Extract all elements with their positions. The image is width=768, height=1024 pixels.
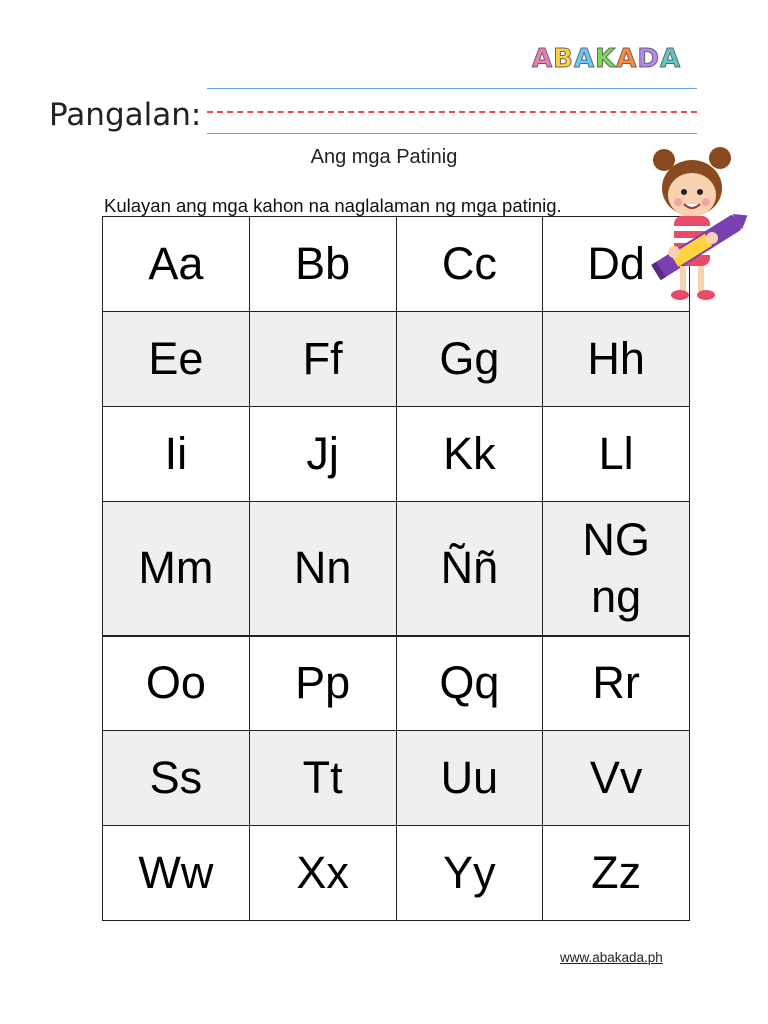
girl-with-crayon-icon: [640, 140, 755, 305]
letter-box-ww[interactable]: Ww: [103, 826, 250, 921]
alphabet-grid: [102, 216, 690, 921]
name-guide-line-middle: [207, 111, 697, 113]
abakada-logo: [532, 44, 681, 74]
letter-box-mm[interactable]: Mm: [103, 502, 250, 636]
letter-box-ss[interactable]: Ss: [103, 731, 250, 826]
letter-box-kk[interactable]: Kk: [396, 407, 543, 502]
logo-letter: A: [659, 44, 682, 74]
logo-letter: D: [637, 44, 660, 74]
letter-box-hh[interactable]: Hh: [543, 312, 690, 407]
grid-row: [103, 502, 690, 636]
letter-box-xx[interactable]: Xx: [249, 826, 396, 921]
letter-box-cc[interactable]: Cc: [396, 217, 543, 312]
instruction-text: Kulayan ang mga kahon na naglalaman ng mga patinig.: [104, 195, 562, 216]
letter-box-oo[interactable]: Oo: [103, 636, 250, 731]
letter-box-pp[interactable]: Pp: [249, 636, 396, 731]
letter-box-ng[interactable]: NG ng: [543, 502, 690, 636]
letter-box-ii[interactable]: Ii: [103, 407, 250, 502]
letter-box-zz[interactable]: Zz: [543, 826, 690, 921]
name-label: Pangalan:: [49, 97, 202, 133]
letter-box-dd[interactable]: Dd: [543, 217, 690, 312]
grid-row: [103, 826, 690, 921]
letter-box-tt[interactable]: Tt: [249, 731, 396, 826]
grid-row: [103, 636, 690, 731]
name-guide-line-top: [207, 88, 697, 89]
logo-letter: A: [573, 44, 596, 74]
name-guide-line-bottom: [207, 133, 697, 134]
letter-box-ee[interactable]: Ee: [103, 312, 250, 407]
page-title: Ang mga Patinig: [310, 146, 458, 168]
letter-box-enye[interactable]: Ññ: [396, 502, 543, 636]
letter-box-qq[interactable]: Qq: [396, 636, 543, 731]
letter-box-gg[interactable]: Gg: [396, 312, 543, 407]
letter-box-uu[interactable]: Uu: [396, 731, 543, 826]
grid-row: [103, 407, 690, 502]
logo-letter: K: [595, 44, 617, 74]
letter-box-rr[interactable]: Rr: [543, 636, 690, 731]
logo-letter: A: [532, 44, 554, 74]
letter-box-yy[interactable]: Yy: [396, 826, 543, 921]
letter-box-bb[interactable]: Bb: [249, 217, 396, 312]
letter-box-vv[interactable]: Vv: [543, 731, 690, 826]
letter-box-ff[interactable]: Ff: [249, 312, 396, 407]
letter-box-nn[interactable]: Nn: [249, 502, 396, 636]
logo-letter: A: [616, 44, 638, 74]
grid-row: [103, 731, 690, 826]
letter-box-jj[interactable]: Jj: [249, 407, 396, 502]
footer-link[interactable]: www.abakada.ph: [560, 950, 663, 965]
letter-box-aa[interactable]: Aa: [103, 217, 250, 312]
letter-box-ll[interactable]: Ll: [543, 407, 690, 502]
logo-letter: B: [553, 44, 574, 74]
grid-row: [103, 217, 690, 312]
grid-row: [103, 312, 690, 407]
